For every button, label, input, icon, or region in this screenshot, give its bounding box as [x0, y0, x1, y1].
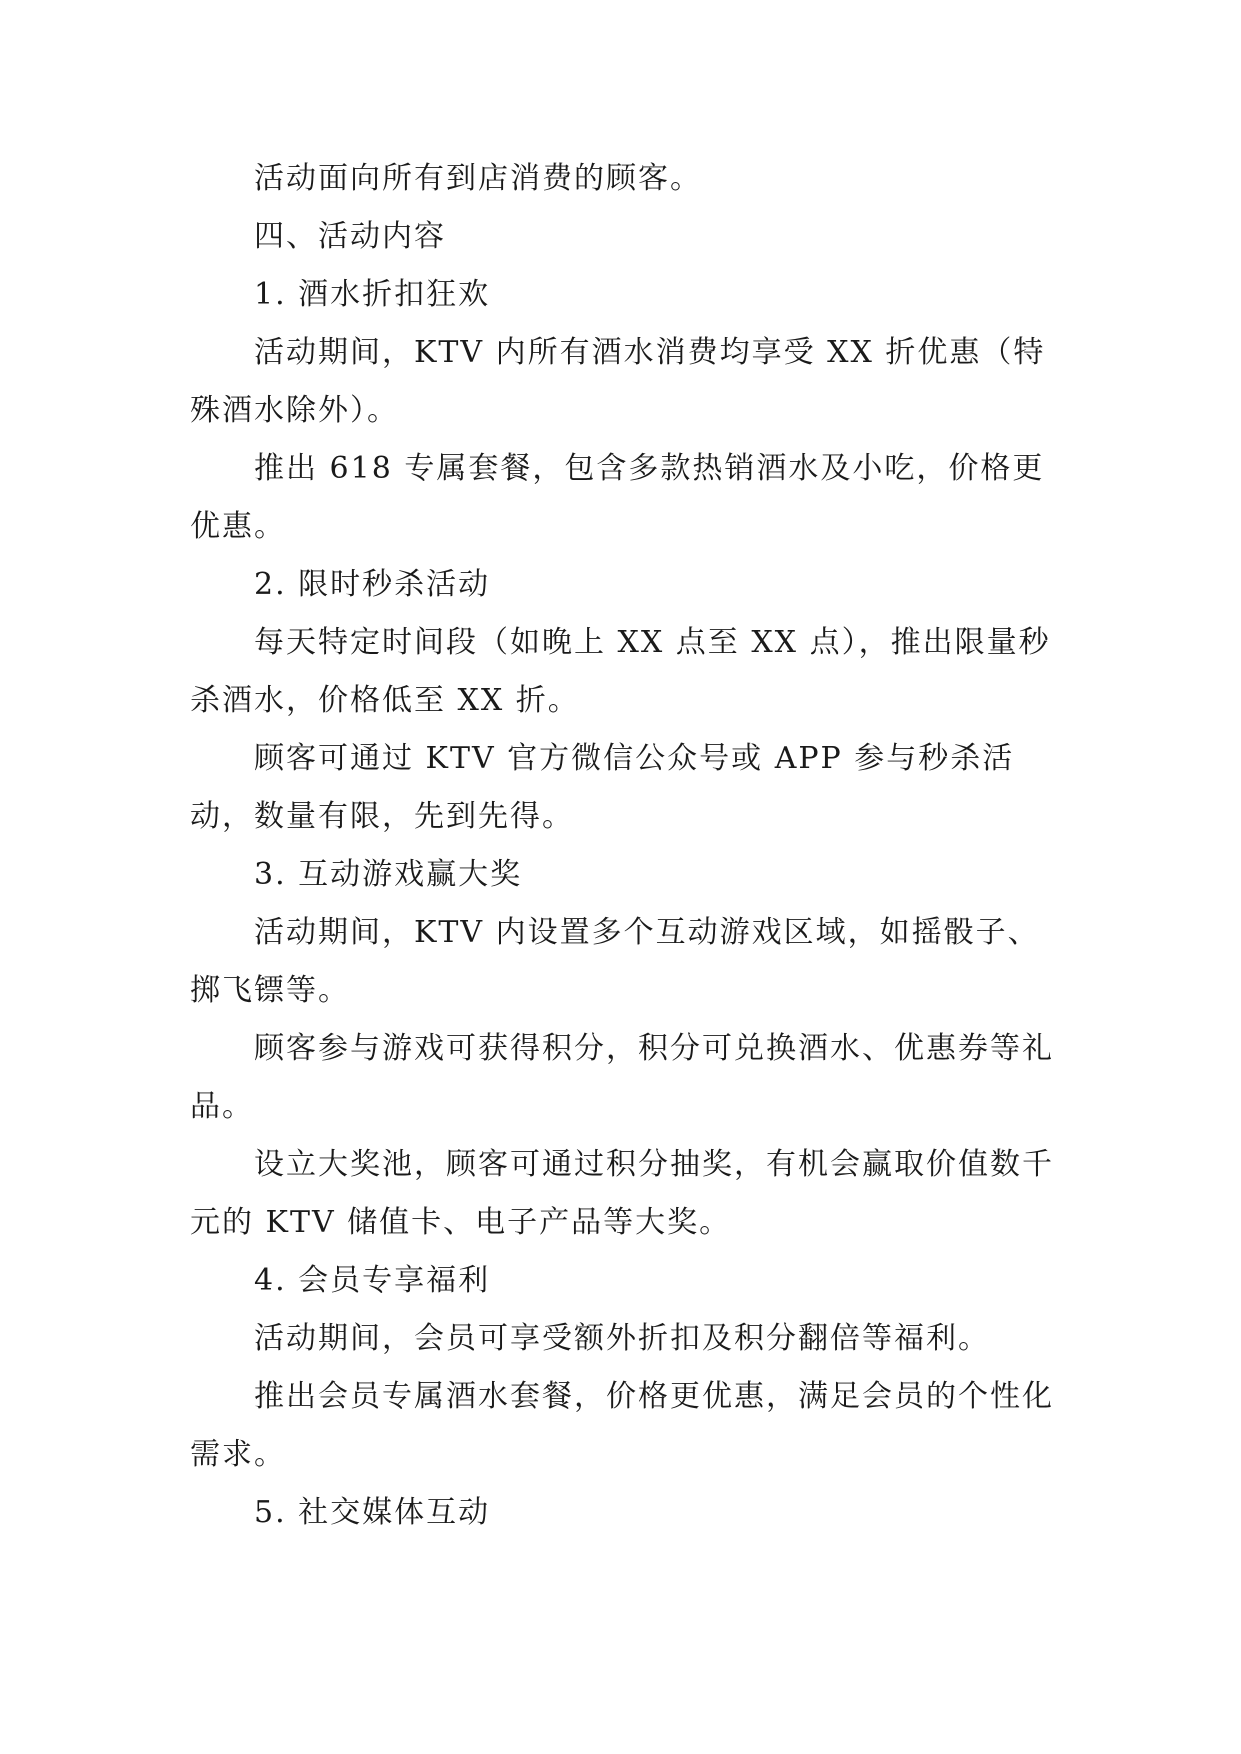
paragraph-member-discount: 活动期间，会员可享受额外折扣及积分翻倍等福利。 [254, 1321, 990, 1356]
paragraph-target-audience: 活动面向所有到店消费的顾客。 [254, 161, 702, 196]
paragraph-member-package: 推出会员专属酒水套餐，价格更优惠，满足会员的个性化需求。 [190, 1379, 1054, 1472]
subheading-flash-sale: 2. 限时秒杀活动 [254, 567, 491, 602]
document-body [190, 150, 1070, 1542]
paragraph-618-package: 推出 618 专属套餐，包含多款热销酒水及小吃，价格更优惠。 [190, 451, 1045, 544]
section-heading-activity-content: 四、活动内容 [254, 219, 446, 254]
paragraph-game-points: 顾客参与游戏可获得积分，积分可兑换酒水、优惠券等礼品。 [190, 1031, 1054, 1124]
paragraph-flash-sale-channel: 顾客可通过 KTV 官方微信公众号或 APP 参与秒杀活动，数量有限，先到先得。 [190, 741, 1015, 834]
paragraph-prize-pool: 设立大奖池，顾客可通过积分抽奖，有机会赢取价值数千元的 KTV 储值卡、电子产品等大奖。 [190, 1147, 1054, 1240]
subheading-social-media: 5. 社交媒体互动 [254, 1495, 491, 1530]
paragraph-flash-sale-time: 每天特定时间段（如晚上 XX 点至 XX 点），推出限量秒杀酒水，价格低至 XX 折。 [190, 625, 1051, 718]
subheading-drinks-discount: 1. 酒水折扣狂欢 [254, 277, 491, 312]
paragraph-drinks-discount: 活动期间，KTV 内所有酒水消费均享受 XX 折优惠（特殊酒水除外）。 [190, 335, 1046, 428]
paragraph-game-areas: 活动期间，KTV 内设置多个互动游戏区域，如摇骰子、掷飞镖等。 [190, 915, 1040, 1008]
subheading-interactive-games: 3. 互动游戏赢大奖 [254, 857, 523, 892]
subheading-member-benefits: 4. 会员专享福利 [254, 1263, 491, 1298]
